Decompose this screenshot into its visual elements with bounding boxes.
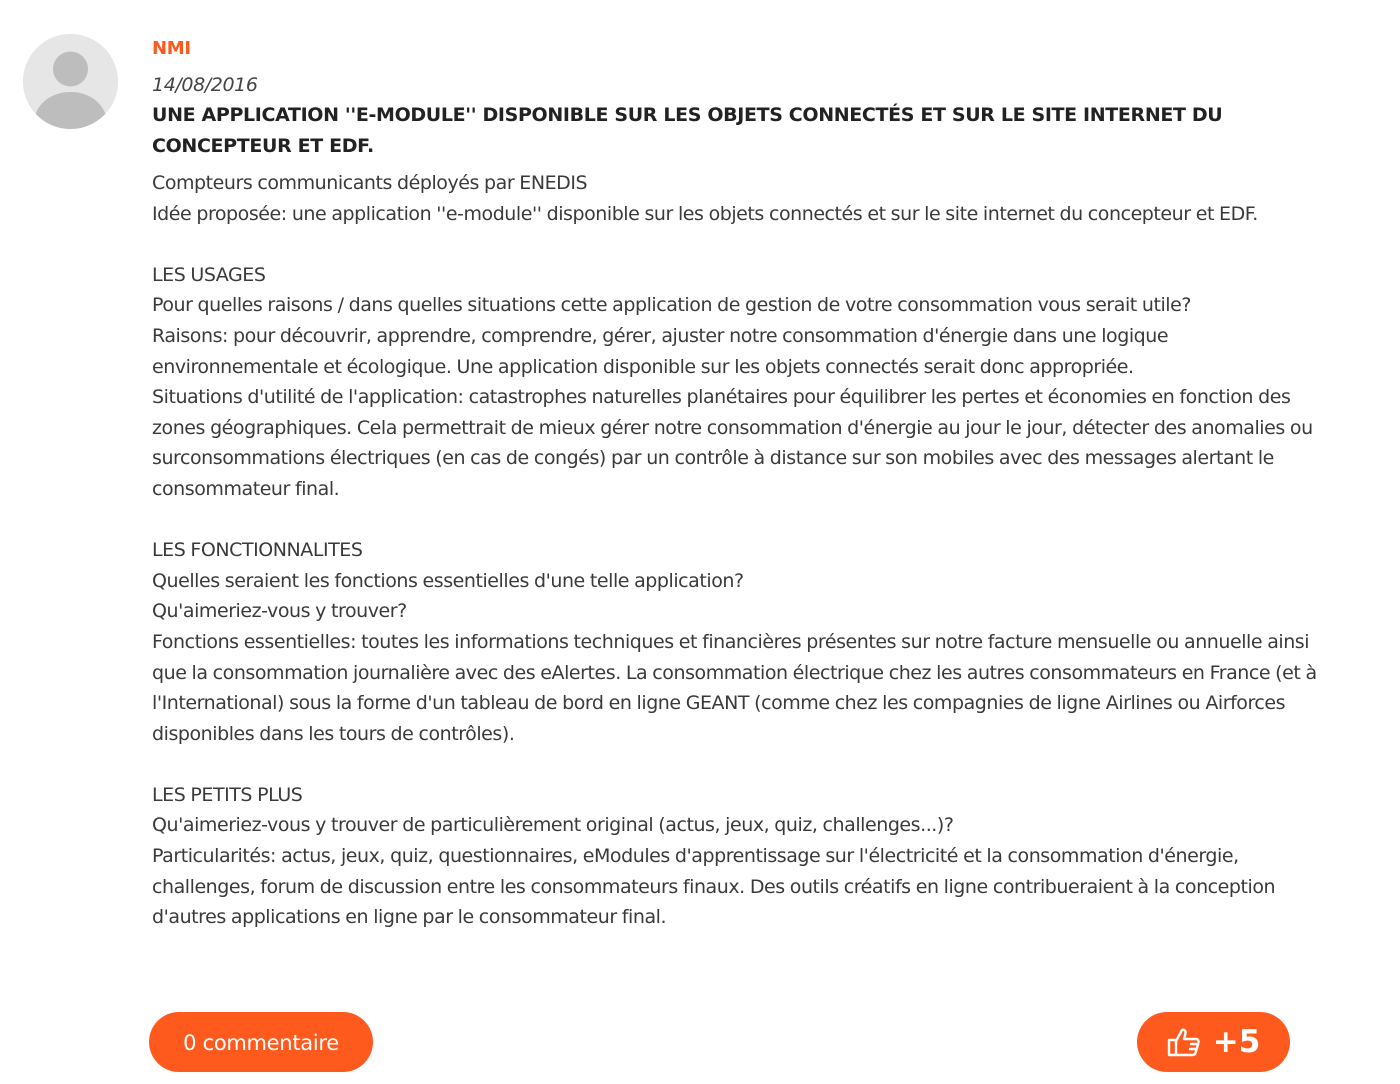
section-heading-petits-plus: LES PETITS PLUS [152, 783, 303, 806]
comments-button[interactable]: 0 commentaire [149, 1012, 373, 1072]
section-heading-fonctionnalites: LES FONCTIONNALITES [152, 539, 363, 562]
usages-line: Raisons: pour découvrir, apprendre, comprendre, gérer, ajuster notre consommation d'énergie dans une logique environnementale et écologique. Une application disponible sur les objets connectés serait donc appropriée. [152, 324, 1169, 378]
user-silhouette-icon [23, 34, 118, 129]
like-count: +5 [1212, 1024, 1261, 1060]
post-content [152, 36, 1322, 933]
section-heading-usages: LES USAGES [152, 263, 266, 286]
post-body [152, 168, 1322, 933]
fonctionnalites-line: Qu'aimeriez-vous y trouver? [152, 600, 407, 623]
petits-plus-line: Particularités: actus, jeux, quiz, questionnaires, eModules d'apprentissage sur l'électricité et la consommation d'énergie, challenges, forum de discussion entre les consommateurs finaux. Des outils créatifs en ligne contribueraient à la conception d'autres applications en ligne par le consommateur final. [152, 845, 1276, 929]
fonctionnalites-line: Fonctions essentielles: toutes les informations techniques et financières présentes sur notre facture mensuelle ou annuelle ainsi que la consommation journalière avec des eAlertes. La consommation électrique chez les autres consommateurs en France (et à l'International) sous la forme d'un tableau de bord en ligne GEANT (comme chez les compagnies de ligne Airlines ou Airforces disponibles dans les tours de contrôles). [152, 630, 1317, 745]
usages-line: Situations d'utilité de l'application: catastrophes naturelles planétaires pour équilibrer les pertes et économies en fonction des zones géographiques. Cela permettrait de mieux gérer notre consommation d'énergie au jour le jour, détecter des anomalies ou surconsommations électriques (en cas de congés) par un contrôle à distance sur son mobiles avec des messages alertant le consommateur final. [152, 386, 1313, 500]
post-date: 14/08/2016 [152, 74, 258, 96]
fonctionnalites-line: Quelles seraient les fonctions essentielles d'une telle application? [152, 569, 744, 592]
post-title: UNE APPLICATION ''E-MODULE'' DISPONIBLE SUR LES OBJETS CONNECTÉS ET SUR LE SITE INTERNET DU CONCEPTEUR ET EDF. [152, 104, 1223, 157]
petits-plus-line: Qu'aimeriez-vous y trouver de particulièrement original (actus, jeux, quiz, challenges...)? [152, 814, 954, 837]
post-author[interactable]: NMI [152, 38, 191, 59]
like-button[interactable] [1137, 1012, 1290, 1072]
usages-line: Pour quelles raisons / dans quelles situations cette application de gestion de votre consommation vous serait utile? [152, 294, 1191, 317]
avatar [23, 34, 118, 129]
thumbs-up-icon [1167, 1027, 1201, 1057]
intro-line: Idée proposée: une application ''e-module'' disponible sur les objets connectés et sur le site internet du concepteur et EDF. [152, 202, 1258, 225]
intro-line: Compteurs communicants déployés par ENEDIS [152, 172, 588, 194]
